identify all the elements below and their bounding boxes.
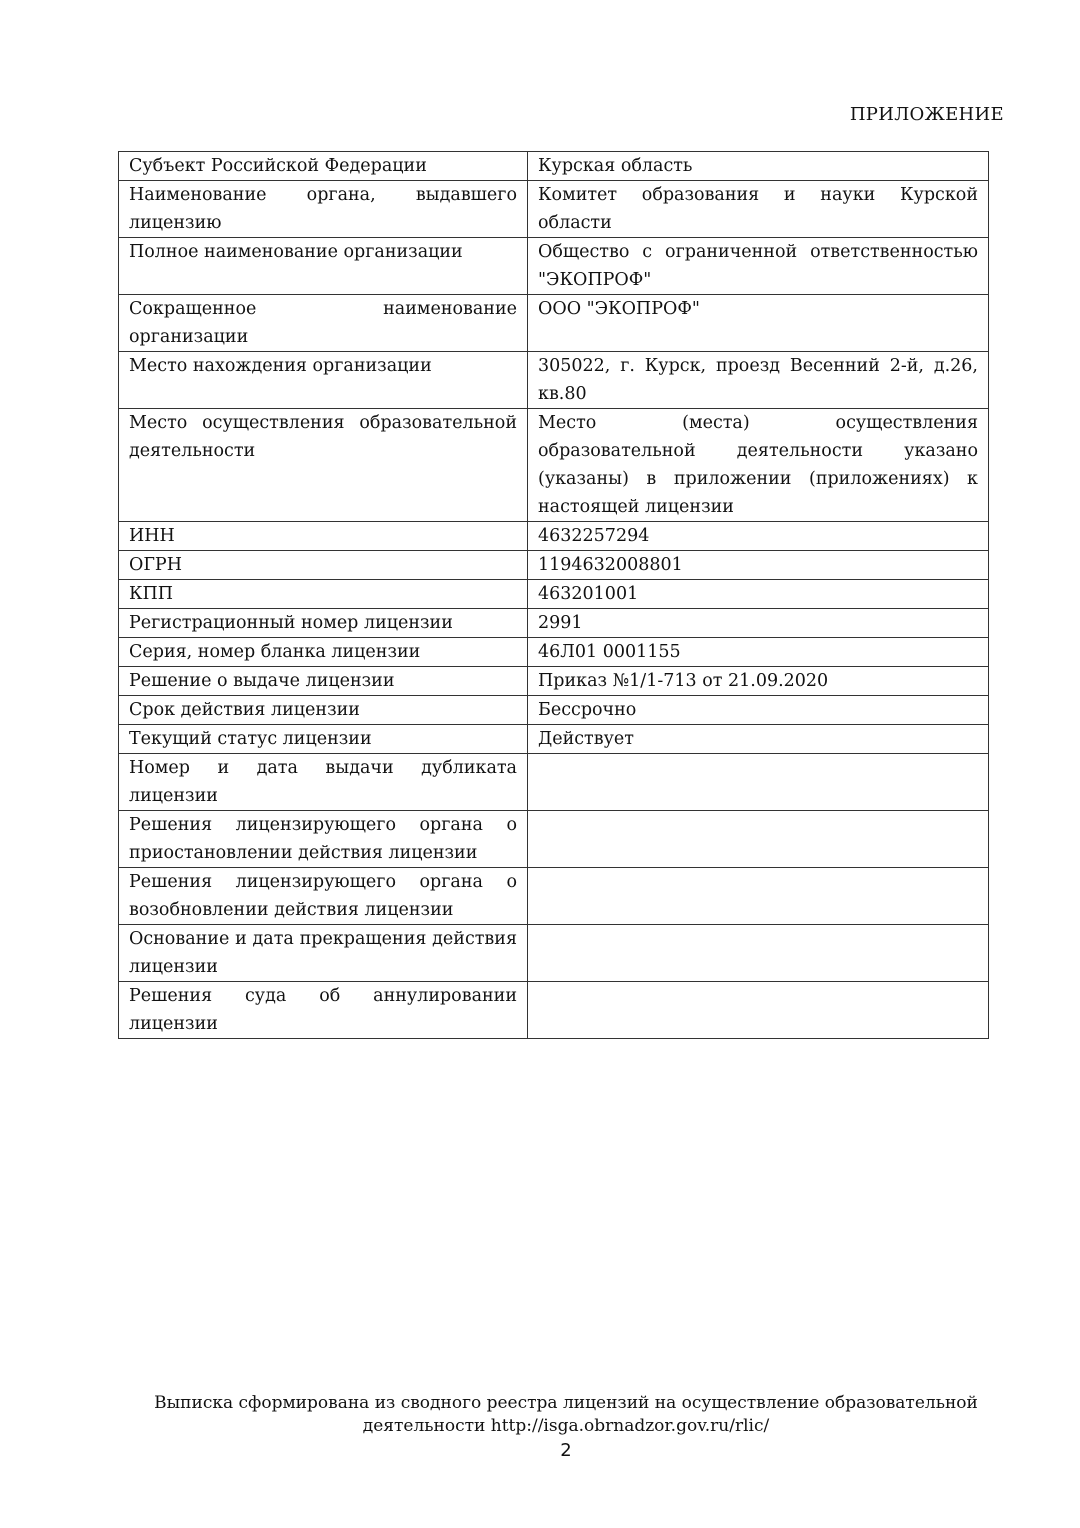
row-label: Основание и дата прекращения действия лицензии <box>119 925 528 982</box>
footer-note: Выписка сформирована из сводного реестра лицензий на осуществление образовательной деятельности http://isga.obrnadzor.gov.ru/rlic/ <box>154 1393 978 1436</box>
table-row <box>119 811 989 868</box>
table-row <box>119 725 989 754</box>
row-label: Серия, номер бланка лицензии <box>119 638 528 667</box>
row-label: Решения лицензирующего органа о приостановлении действия лицензии <box>119 811 528 868</box>
row-label: Номер и дата выдачи дубликата лицензии <box>119 754 528 811</box>
table-row <box>119 982 989 1039</box>
table-row <box>119 667 989 696</box>
row-value: 46Л01 0001155 <box>528 638 989 667</box>
row-label: Решения суда об аннулировании лицензии <box>119 982 528 1039</box>
row-value: Действует <box>528 725 989 754</box>
row-value: Приказ №1/1-713 от 21.09.2020 <box>528 667 989 696</box>
table-row <box>119 522 989 551</box>
row-value <box>528 925 989 982</box>
page-number: 2 <box>560 1440 572 1461</box>
table-row <box>119 551 989 580</box>
table-row <box>119 409 989 522</box>
row-value: Общество с ограниченной ответственностью "ЭКОПРОФ" <box>528 238 989 295</box>
row-label: Текущий статус лицензии <box>119 725 528 754</box>
row-label: Решение о выдаче лицензии <box>119 667 528 696</box>
row-label: Место нахождения организации <box>119 352 528 409</box>
row-value: 4632257294 <box>528 522 989 551</box>
row-value: Бессрочно <box>528 696 989 725</box>
row-label: Решения лицензирующего органа о возобновлении действия лицензии <box>119 868 528 925</box>
row-value <box>528 811 989 868</box>
row-label: ИНН <box>119 522 528 551</box>
table-row <box>119 609 989 638</box>
table-row <box>119 238 989 295</box>
row-value: 463201001 <box>528 580 989 609</box>
table-row <box>119 295 989 352</box>
row-value: 1194632008801 <box>528 551 989 580</box>
row-value: Курская область <box>528 152 989 181</box>
row-value: ООО "ЭКОПРОФ" <box>528 295 989 352</box>
row-label: Наименование органа, выдавшего лицензию <box>119 181 528 238</box>
row-label: Субъект Российской Федерации <box>119 152 528 181</box>
row-value <box>528 982 989 1039</box>
table-row <box>119 181 989 238</box>
document-title: ПРИЛОЖЕНИЕ <box>849 104 1004 125</box>
row-label: Сокращенное наименование организации <box>119 295 528 352</box>
row-label: Место осуществления образовательной деятельности <box>119 409 528 522</box>
table-row <box>119 925 989 982</box>
row-value: 2991 <box>528 609 989 638</box>
table-row <box>119 868 989 925</box>
row-value: Комитет образования и науки Курской области <box>528 181 989 238</box>
row-value <box>528 754 989 811</box>
license-info-table <box>118 151 989 1039</box>
row-value: 305022, г. Курск, проезд Весенний 2-й, д.26, кв.80 <box>528 352 989 409</box>
table-row <box>119 580 989 609</box>
row-label: КПП <box>119 580 528 609</box>
table-row <box>119 754 989 811</box>
row-label: Срок действия лицензии <box>119 696 528 725</box>
table-row <box>119 638 989 667</box>
table-row <box>119 152 989 181</box>
row-label: Полное наименование организации <box>119 238 528 295</box>
table-row <box>119 696 989 725</box>
row-label: Регистрационный номер лицензии <box>119 609 528 638</box>
row-label: ОГРН <box>119 551 528 580</box>
table-row <box>119 352 989 409</box>
row-value <box>528 868 989 925</box>
row-value: Место (места) осуществления образовательной деятельности указано (указаны) в приложении (приложениях) к настоящей лицензии <box>528 409 989 522</box>
